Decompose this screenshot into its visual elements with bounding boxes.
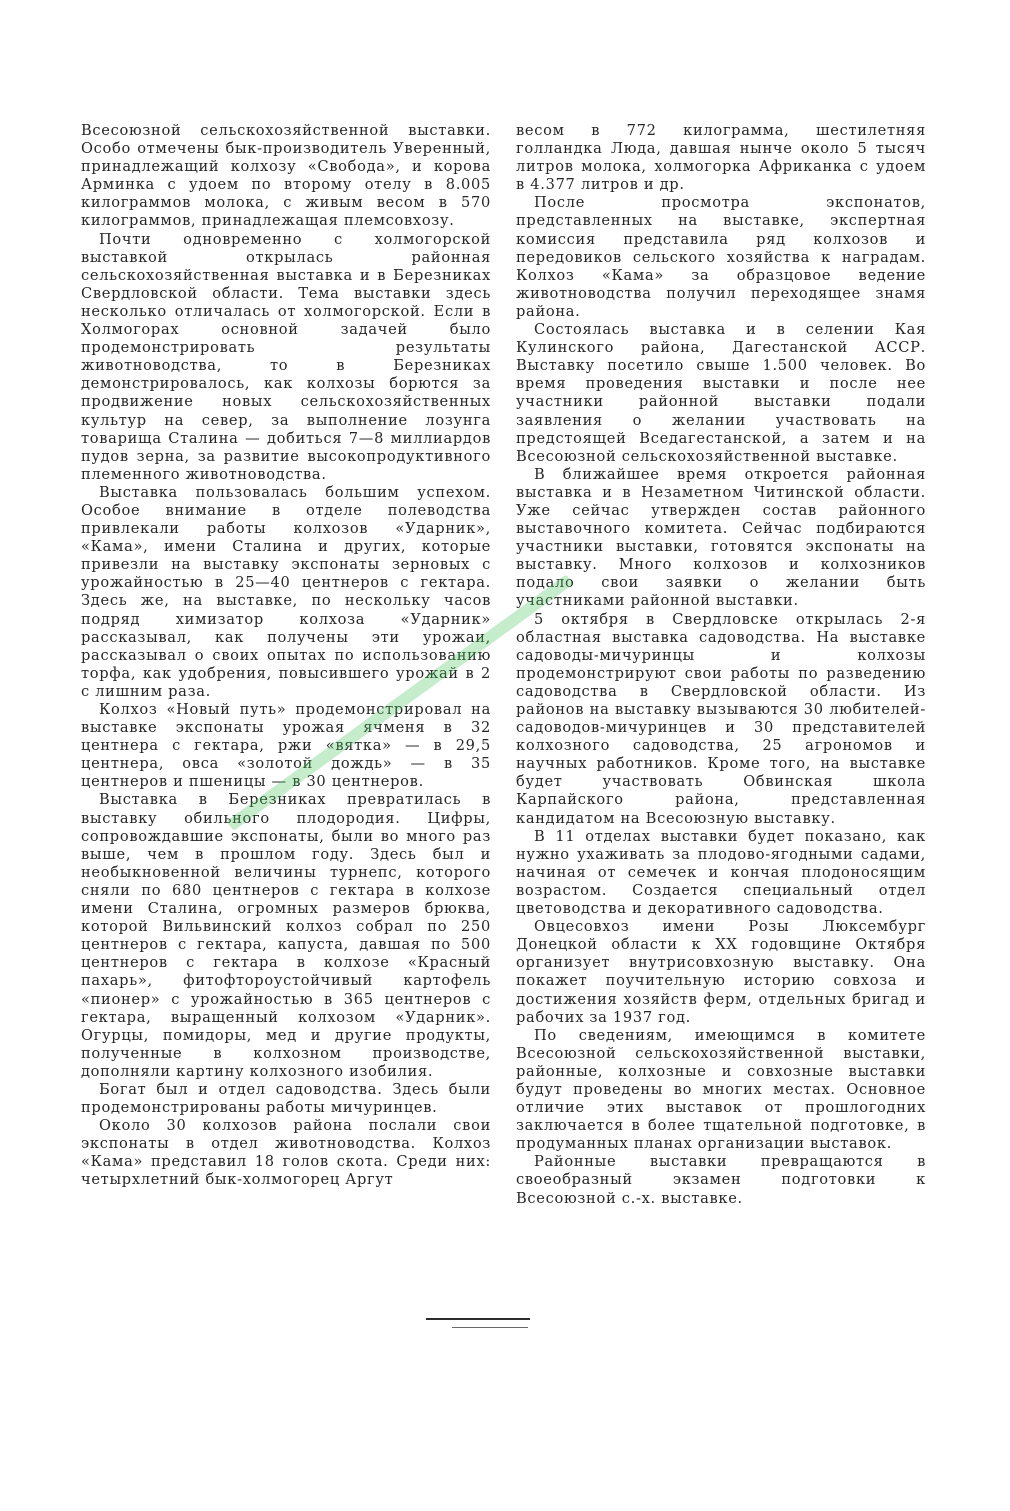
paragraph: Около 30 колхозов района послали свои экспонаты в отдел животноводства. Колхоз «Кама» представил 18 голов скота. Среди них: четырхлетний бык-холмогорец Аргут — [81, 1117, 491, 1189]
paragraph: 5 октября в Свердловске открылась 2-я областная выставка садоводства. На выставке садоводы-мичуринцы и колхозы продемонстрируют свои работы по разведению садоводства в Свердловской области. Из районов на выставку вызываются 30 любителей-садоводов-мичуринцев и 30 представителей колхозного садоводства, 25 агрономов и научных работников. Кроме того, на выставке будет участвовать Обвинская школа Карпайского района, представленная кандидатом на Всесоюзную выставку. — [516, 610, 926, 827]
paragraph: Почти одновременно с холмогорской выставкой открылась районная сельскохозяйственная выставка и в Березниках Свердловской области. Тема выставки здесь несколько отличалась от холмогорской. Если в Холмогорах основной задачей было продемонстрировать результаты животноводства, то в Березниках демонстрировалось, как колхозы борются за продвижение новых сельскохозяйственных культур на север, за выполнение лозунга товарища Сталина — добиться 7—8 миллиардов пудов зерна, за развитие высокопродуктивного племенного животноводства. — [81, 230, 491, 483]
paragraph: Выставка в Березниках превратилась в выставку обильного плодородия. Цифры, сопровождавшие экспонаты, были во много раз выше, чем в прошлом году. Здесь был и необыкновенной величины турнепс, которого сняли по 680 центнеров с гектара в колхозе имени Сталина, огромных размеров брюква, которой Вильвинский колхоз собрал по 250 центнеров с гектара, капуста, давшая по 500 центнеров с гектара в колхозе «Красный пахарь», фитофтороустойчивый картофель «пионер» с урожайностью в 365 центнеров с гектара, выращенный колхозом «Ударник». Огурцы, помидоры, мед и другие продукты, полученные в колхозном производстве, дополняли картину колхозного изобилия. — [81, 791, 491, 1080]
end-rule-long — [426, 1318, 530, 1320]
paragraph: Колхоз «Новый путь» продемонстрировал на выставке экспонаты урожая ячменя в 32 центнера с гектара, ржи «вятка» — в 29,5 центнера, овса «золотой дождь» — в 35 центнеров и пшеницы — в 30 центнеров. — [81, 701, 491, 791]
paragraph: По сведениям, имеющимся в комитете Всесоюзной сельскохозяйственной выставки, районные, колхозные и совхозные выставки будут проведены во многих местах. Основное отличие этих выставок от прошлогодних заключается в более тщательной подготовке, в продуманных планах организации выставок. — [516, 1026, 926, 1153]
paragraph: В 11 отделах выставки будет показано, как нужно ухаживать за плодово-ягодными садами, начиная от семечек и кончая плодоносящим возрастом. Создается специальный отдел цветоводства и декоративного садоводства. — [516, 827, 926, 918]
paragraph: Всесоюзной сельскохозяйственной выставки. Особо отмечены бык-производитель Уверенный, принадлежащий колхозу «Свобода», и корова Арминка с удоем по второму отелу в 8.005 килограммов молока, с живым весом в 570 килограммов, принадлежащая племсовхозу. — [81, 122, 491, 230]
paragraph: Состоялась выставка и в селении Кая Кулинского района, Дагестанской АССР. Выставку посетило свыше 1.500 человек. Во время проведения выставки и после нее участники районной выставки подали заявления о желании участвовать на предстоящей Вседагестанской, а затем и на Всесоюзной сельскохозяйственной выставке. — [516, 321, 926, 465]
paragraph: весом в 772 килограмма, шестилетняя голландка Люда, давшая нынче около 5 тысяч литров молока, холмогорка Африканка с удоем в 4.377 литров и др. — [516, 122, 926, 194]
paragraph: В ближайшее время откроется районная выставка и в Незаметном Читинской области. Уже сейчас утвержден состав районного выставочного комитета. Сейчас подбираются участники выставки, готовятся экспонаты на выставку. Много колхозов и колхозников подало свои заявки о желании быть участниками районной выставки. — [516, 465, 926, 610]
paragraph: Овцесовхоз имени Розы Люксембург Донецкой области к XX годовщине Октября организует внутрисовхозную выставку. Она покажет поучительную историю совхоза и достижения хозяйств ферм, отдельных бригад и рабочих за 1937 год. — [516, 918, 926, 1026]
paragraph: После просмотра экспонатов, представленных на выставке, экспертная комиссия представила ряд колхозов и передовиков сельского хозяйства к наградам. Колхоз «Кама» за образцовое ведение животноводства получил переходящее знамя района. — [516, 194, 926, 320]
right-column — [516, 122, 926, 1208]
end-rule-short — [452, 1327, 528, 1328]
left-column — [81, 122, 491, 1190]
paragraph: Богат был и отдел садоводства. Здесь были продемонстрированы работы мичуринцев. — [81, 1080, 491, 1117]
paragraph: Районные выставки превращаются в своеобразный экзамен подготовки к Всесоюзной с.-х. выставке. — [516, 1153, 926, 1207]
paragraph: Выставка пользовалась большим успехом. Особое внимание в отделе полеводства привлекали работы колхозов «Ударник», «Кама», имени Сталина и других, которые привезли на выставку экспонаты зерновых с урожайностью в 25—40 центнеров с гектара. Здесь же, на выставке, по нескольку часов подряд химизатор колхоза «Ударник» рассказывал, как получены эти урожаи, рассказывал о своих опытах по использованию торфа, как удобрения, повысившего урожай в 2 с лишним раза. — [81, 483, 491, 700]
